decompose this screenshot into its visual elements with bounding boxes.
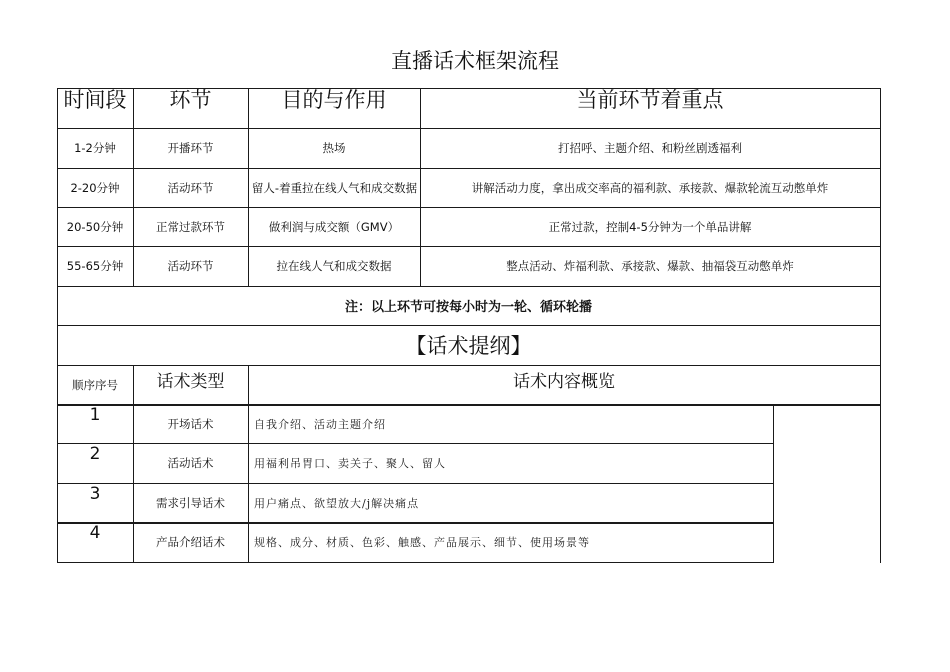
header-stage: 环节 xyxy=(169,88,212,112)
table-cell: 55-65分钟 xyxy=(66,259,124,273)
script-type: 需求引导话术 xyxy=(156,495,225,510)
outline-title: 【话术提纲】 xyxy=(405,334,532,358)
loop-note: 注：以上环节可按每小时为一轮、循环轮播 xyxy=(344,300,592,315)
table-line xyxy=(880,88,881,325)
table-line xyxy=(880,325,881,563)
order-number: 3 xyxy=(89,484,101,504)
table-line xyxy=(773,404,774,562)
table-cell: 讲解活动力度，拿出成交率高的福利款、承接款、爆款轮流互动憋单炸 xyxy=(471,180,829,195)
table-cell: 活动环节 xyxy=(167,259,214,273)
script-type: 活动话术 xyxy=(167,456,214,470)
document-title: 直播话术框架流程 xyxy=(391,49,559,73)
table-cell: 20-50分钟 xyxy=(66,219,124,234)
script-content: 自我介绍、活动主题介绍 xyxy=(254,417,386,431)
header-purpose: 目的与作用 xyxy=(281,88,387,112)
order-number: 1 xyxy=(89,405,101,425)
table-cell: 正常过款环节 xyxy=(156,219,225,234)
table-cell: 拉在线人气和成交数据 xyxy=(276,259,392,273)
table-cell: 2-20分钟 xyxy=(70,180,120,195)
table-cell: 开播环节 xyxy=(167,141,214,155)
header-script-type: 话术类型 xyxy=(156,372,225,392)
table-cell: 1-2分钟 xyxy=(74,141,116,155)
table-cell: 热场 xyxy=(322,141,346,155)
header-order: 顺序序号 xyxy=(72,377,118,392)
script-content: 用福利吊胃口、卖关子、聚人、留人 xyxy=(254,457,446,470)
table-cell: 打招呼、主题介绍、和粉丝剧透福利 xyxy=(558,141,742,155)
header-focus: 当前环节着重点 xyxy=(576,88,724,112)
order-number: 2 xyxy=(89,444,101,464)
script-content: 规格、成分、材质、色彩、触感、产品展示、细节、使用场景等 xyxy=(254,536,590,549)
table-line xyxy=(57,562,774,563)
header-time: 时间段 xyxy=(63,88,127,112)
table-cell: 正常过款，控制4-5分钟为一个单品讲解 xyxy=(548,219,752,234)
table-cell: 整点活动、炸福利款、承接款、爆款、抽福袋互动憋单炸 xyxy=(506,259,794,273)
table-cell: 活动环节 xyxy=(167,180,214,195)
script-content: 用户痛点、欲望放大/j解决痛点 xyxy=(254,496,420,510)
script-type: 产品介绍话术 xyxy=(156,535,225,549)
table-cell: 做利润与成交额（GMV） xyxy=(268,219,400,234)
table-cell: 留人-着重拉在线人气和成交数据 xyxy=(251,180,418,195)
header-script-content: 话术内容概览 xyxy=(513,372,615,392)
script-type: 开场话术 xyxy=(167,416,214,431)
order-number: 4 xyxy=(89,523,101,543)
